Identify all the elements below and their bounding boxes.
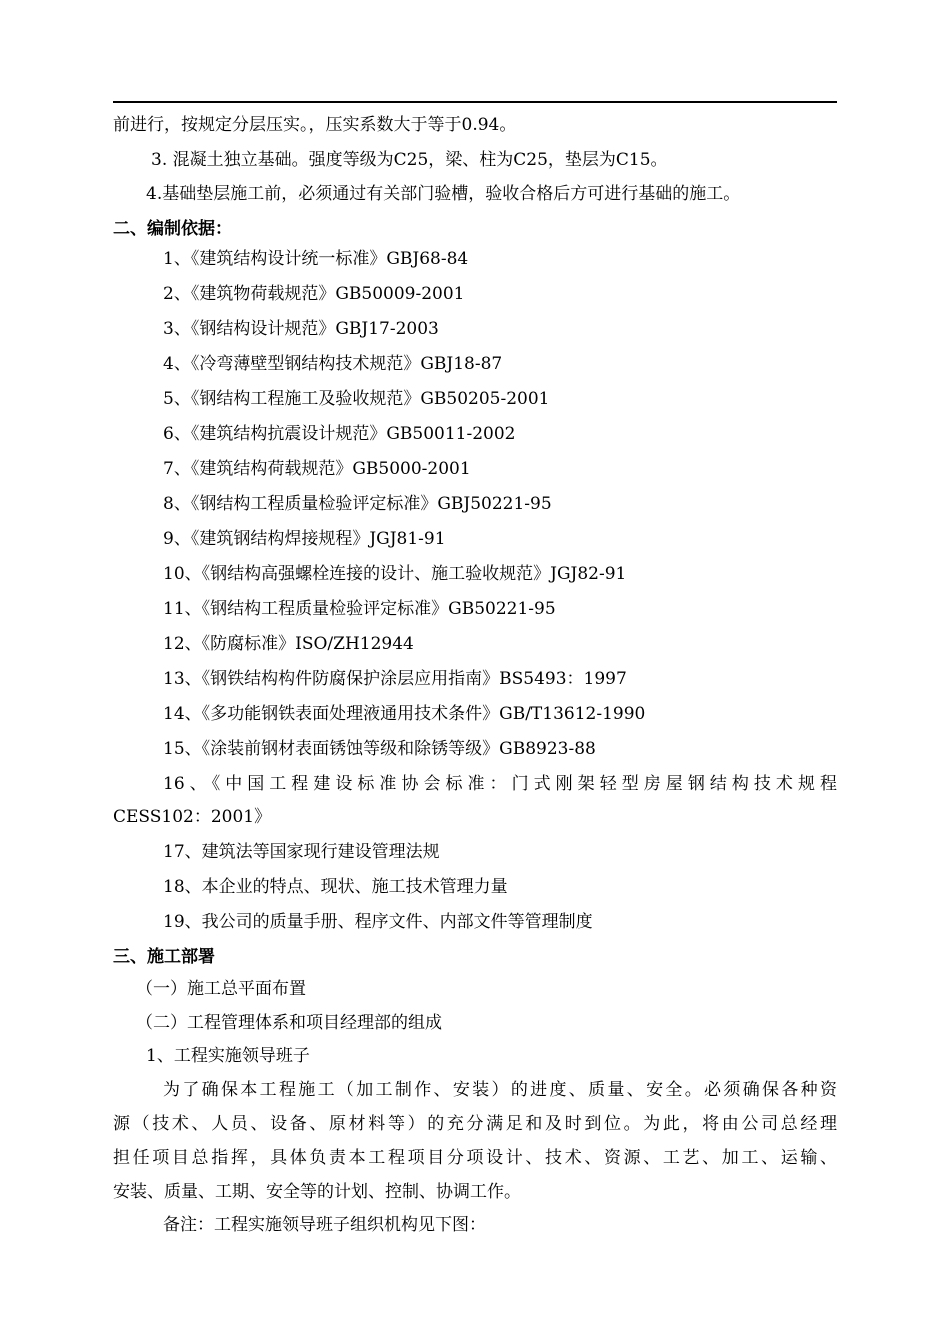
basis-item: 10、《钢结构高强螺栓连接的设计、施工验收规范》JGJ82-91 bbox=[163, 564, 627, 584]
basis-item: 3、《钢结构设计规范》GBJ17-2003 bbox=[163, 319, 439, 339]
basis-item: 4、《冷弯薄壁型钢结构技术规范》GBJ18-87 bbox=[163, 354, 503, 374]
note-line: 备注：工程实施领导班子组织机构见下图： bbox=[163, 1215, 486, 1235]
subsection-item-leadership: 1、工程实施领导班子 bbox=[146, 1046, 310, 1066]
basis-item: 13、《钢铁结构构件防腐保护涂层应用指南》BS5493：1997 bbox=[163, 669, 627, 689]
basis-item: 7、《建筑结构荷载规范》GB5000-2001 bbox=[163, 459, 471, 479]
intro-line-2: 3. 混凝土独立基础。强度等级为C25，梁、柱为C25，垫层为C15。 bbox=[151, 150, 668, 170]
basis-item-16-line2: CESS102：2001》 bbox=[113, 807, 272, 827]
basis-item: 1、《建筑结构设计统一标准》GBJ68-84 bbox=[163, 249, 469, 269]
subsection-site-layout: （一）施工总平面布置 bbox=[136, 979, 306, 999]
basis-item-16-line1: 16、《中国工程建设标准协会标准：门式刚架轻型房屋钢结构技术规程 bbox=[163, 774, 837, 794]
basis-item: 11、《钢结构工程质量检验评定标准》GB50221-95 bbox=[163, 599, 556, 619]
header-rule bbox=[113, 101, 837, 103]
subsection-management-system: （二）工程管理体系和项目经理部的组成 bbox=[136, 1013, 442, 1033]
basis-item: 9、《建筑钢结构焊接规程》JGJ81-91 bbox=[163, 529, 446, 549]
basis-item: 8、《钢结构工程质量检验评定标准》GBJ50221-95 bbox=[163, 494, 552, 514]
section-heading-basis: 二、编制依据： bbox=[113, 219, 232, 239]
intro-line-1: 前进行，按规定分层压实。，压实系数大于等于0.94。 bbox=[113, 115, 517, 135]
section-heading-deployment: 三、施工部署 bbox=[113, 947, 215, 967]
basis-item: 14、《多功能钢铁表面处理液通用技术条件》GB/T13612-1990 bbox=[163, 704, 646, 724]
paragraph-line: 为了确保本工程施工（加工制作、安装）的进度、质量、安全。必须确保各种资 bbox=[163, 1080, 837, 1100]
basis-item: 15、《涂装前钢材表面锈蚀等级和除锈等级》GB8923-88 bbox=[163, 739, 596, 759]
paragraph-line: 担任项目总指挥，具体负责本工程项目分项设计、技术、资源、工艺、加工、运输、 bbox=[113, 1148, 837, 1168]
paragraph-line: 源（技术、人员、设备、原材料等）的充分满足和及时到位。为此，将由公司总经理 bbox=[113, 1114, 837, 1134]
intro-line-3: 4.基础垫层施工前，必须通过有关部门验槽，验收合格后方可进行基础的施工。 bbox=[146, 184, 741, 204]
basis-item: 17、建筑法等国家现行建设管理法规 bbox=[163, 842, 440, 862]
basis-item: 19、我公司的质量手册、程序文件、内部文件等管理制度 bbox=[163, 912, 593, 932]
basis-item: 18、本企业的特点、现状、施工技术管理力量 bbox=[163, 877, 508, 897]
basis-item: 2、《建筑物荷载规范》GB50009-2001 bbox=[163, 284, 465, 304]
basis-item: 5、《钢结构工程施工及验收规范》GB50205-2001 bbox=[163, 389, 550, 409]
basis-item: 12、《防腐标准》ISO/ZH12944 bbox=[163, 634, 414, 654]
paragraph-line: 安装、质量、工期、安全等的计划、控制、协调工作。 bbox=[113, 1182, 521, 1202]
basis-item: 6、《建筑结构抗震设计规范》GB50011-2002 bbox=[163, 424, 516, 444]
